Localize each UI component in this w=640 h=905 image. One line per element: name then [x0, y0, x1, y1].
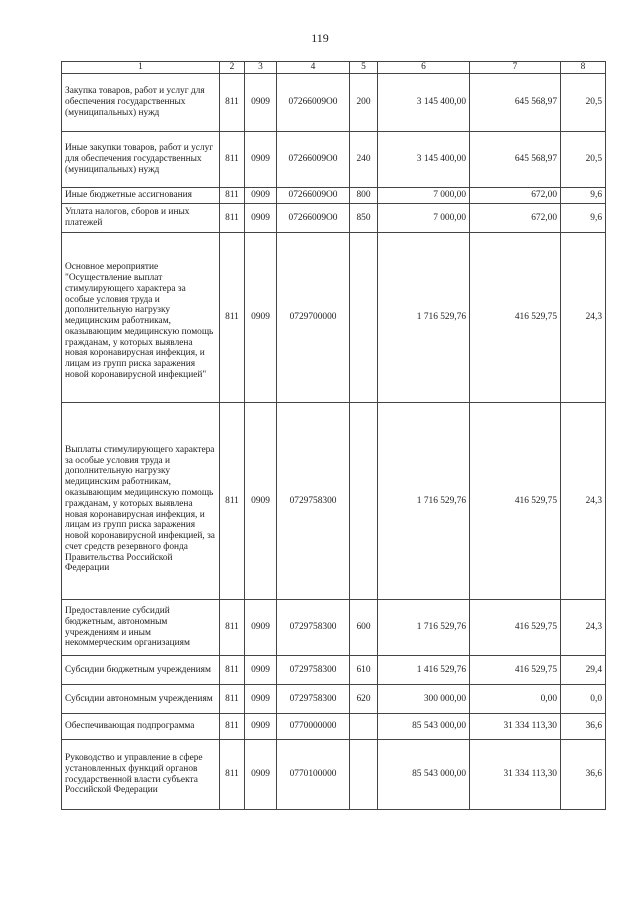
cell-target-article: 0729700000 — [277, 233, 350, 403]
row-name: Руководство и управление в сфере установленных функций органов государственной власти субъекта Российской Федерации — [62, 740, 220, 810]
cell-planned: 85 543 000,00 — [378, 740, 470, 810]
cell-expense-type: 800 — [350, 188, 378, 204]
cell-admin-code: 811 — [220, 233, 245, 403]
cell-planned: 1 716 529,76 — [378, 233, 470, 403]
cell-planned: 3 145 400,00 — [378, 132, 470, 188]
cell-executed: 416 529,75 — [470, 656, 561, 685]
cell-section: 0909 — [245, 204, 277, 233]
column-header: 2 — [220, 62, 245, 74]
cell-percent: 24,3 — [561, 403, 606, 600]
cell-percent: 20,5 — [561, 74, 606, 132]
cell-section: 0909 — [245, 714, 277, 740]
cell-admin-code: 811 — [220, 685, 245, 714]
column-header: 7 — [470, 62, 561, 74]
cell-target-article: 0770100000 — [277, 740, 350, 810]
cell-expense-type: 610 — [350, 656, 378, 685]
cell-planned: 85 543 000,00 — [378, 714, 470, 740]
cell-section: 0909 — [245, 685, 277, 714]
cell-section: 0909 — [245, 188, 277, 204]
cell-planned: 1 416 529,76 — [378, 656, 470, 685]
cell-executed: 31 334 113,30 — [470, 714, 561, 740]
cell-expense-type: 620 — [350, 685, 378, 714]
cell-section: 0909 — [245, 600, 277, 656]
cell-expense-type — [350, 403, 378, 600]
row-name: Выплаты стимулирующего характера за особые условия труда и дополнительную нагрузку медицинским работникам, оказывающим медицинскую помощь гражданам, у которых выявлена новая коронавирусная инфекция, и лицам из групп риска заражения новой коронавирусной инфекцией, за счет средств резервного фонда Правительства Российской Федерации — [62, 403, 220, 600]
cell-admin-code: 811 — [220, 403, 245, 600]
cell-executed: 672,00 — [470, 188, 561, 204]
cell-admin-code: 811 — [220, 132, 245, 188]
cell-admin-code: 811 — [220, 188, 245, 204]
row-name: Предоставление субсидий бюджетным, автономным учреждениям и иным некоммерческим организациям — [62, 600, 220, 656]
cell-expense-type: 240 — [350, 132, 378, 188]
cell-executed: 416 529,75 — [470, 600, 561, 656]
table-row — [62, 685, 606, 714]
cell-planned: 300 000,00 — [378, 685, 470, 714]
cell-section: 0909 — [245, 740, 277, 810]
cell-planned: 1 716 529,76 — [378, 403, 470, 600]
cell-target-article: 0770000000 — [277, 714, 350, 740]
cell-target-article: 07266009О0 — [277, 204, 350, 233]
cell-expense-type — [350, 740, 378, 810]
table-row — [62, 714, 606, 740]
cell-executed: 645 568,97 — [470, 132, 561, 188]
cell-executed: 31 334 113,30 — [470, 740, 561, 810]
row-name: Закупка товаров, работ и услуг для обеспечения государственных (муниципальных) нужд — [62, 74, 220, 132]
column-header: 6 — [378, 62, 470, 74]
cell-section: 0909 — [245, 132, 277, 188]
cell-percent: 24,3 — [561, 233, 606, 403]
cell-percent: 0,0 — [561, 685, 606, 714]
cell-percent: 29,4 — [561, 656, 606, 685]
column-header: 1 — [62, 62, 220, 74]
cell-executed: 416 529,75 — [470, 403, 561, 600]
table-row — [62, 188, 606, 204]
table-row — [62, 132, 606, 188]
cell-target-article: 0729758300 — [277, 656, 350, 685]
cell-target-article: 0729758300 — [277, 685, 350, 714]
cell-planned: 3 145 400,00 — [378, 74, 470, 132]
cell-expense-type: 200 — [350, 74, 378, 132]
cell-percent: 20,5 — [561, 132, 606, 188]
cell-admin-code: 811 — [220, 600, 245, 656]
table-row — [62, 74, 606, 132]
row-name: Субсидии бюджетным учреждениям — [62, 656, 220, 685]
row-name: Субсидии автономным учреждениям — [62, 685, 220, 714]
table-row — [62, 403, 606, 600]
cell-expense-type — [350, 233, 378, 403]
page-number: 119 — [311, 31, 329, 45]
budget-table — [61, 61, 606, 810]
cell-admin-code: 811 — [220, 714, 245, 740]
table-row — [62, 233, 606, 403]
cell-executed: 645 568,97 — [470, 74, 561, 132]
row-name: Обеспечивающая подпрограмма — [62, 714, 220, 740]
table-row — [62, 204, 606, 233]
cell-percent: 24,3 — [561, 600, 606, 656]
cell-section: 0909 — [245, 403, 277, 600]
cell-target-article: 0729758300 — [277, 600, 350, 656]
table-row — [62, 600, 606, 656]
row-name: Иные закупки товаров, работ и услуг для обеспечения государственных (муниципальных) нужд — [62, 132, 220, 188]
cell-target-article: 07266009О0 — [277, 74, 350, 132]
cell-executed: 0,00 — [470, 685, 561, 714]
row-name: Иные бюджетные ассигнования — [62, 188, 220, 204]
cell-executed: 672,00 — [470, 204, 561, 233]
cell-target-article: 07266009О0 — [277, 132, 350, 188]
cell-admin-code: 811 — [220, 656, 245, 685]
header-row — [62, 62, 606, 74]
column-header: 8 — [561, 62, 606, 74]
cell-percent: 9,6 — [561, 188, 606, 204]
cell-percent: 36,6 — [561, 714, 606, 740]
cell-target-article: 0729758300 — [277, 403, 350, 600]
column-header: 5 — [350, 62, 378, 74]
table-row — [62, 656, 606, 685]
cell-section: 0909 — [245, 74, 277, 132]
cell-target-article: 07266009О0 — [277, 188, 350, 204]
cell-section: 0909 — [245, 233, 277, 403]
cell-admin-code: 811 — [220, 204, 245, 233]
cell-admin-code: 811 — [220, 74, 245, 132]
cell-executed: 416 529,75 — [470, 233, 561, 403]
cell-planned: 7 000,00 — [378, 188, 470, 204]
cell-percent: 9,6 — [561, 204, 606, 233]
column-header: 4 — [277, 62, 350, 74]
table-row — [62, 740, 606, 810]
cell-planned: 1 716 529,76 — [378, 600, 470, 656]
row-name: Основное мероприятие "Осуществление выплат стимулирующего характера за особые условия труда и дополнительную нагрузку медицинским работникам, оказывающим медицинскую помощь гражданам, у которых выявлена новая коронавирусная инфекция, и лицам из групп риска заражения новой коронавирусной инфекцией" — [62, 233, 220, 403]
cell-planned: 7 000,00 — [378, 204, 470, 233]
cell-expense-type: 600 — [350, 600, 378, 656]
cell-section: 0909 — [245, 656, 277, 685]
cell-percent: 36,6 — [561, 740, 606, 810]
cell-admin-code: 811 — [220, 740, 245, 810]
column-header: 3 — [245, 62, 277, 74]
row-name: Уплата налогов, сборов и иных платежей — [62, 204, 220, 233]
cell-expense-type — [350, 714, 378, 740]
cell-expense-type: 850 — [350, 204, 378, 233]
